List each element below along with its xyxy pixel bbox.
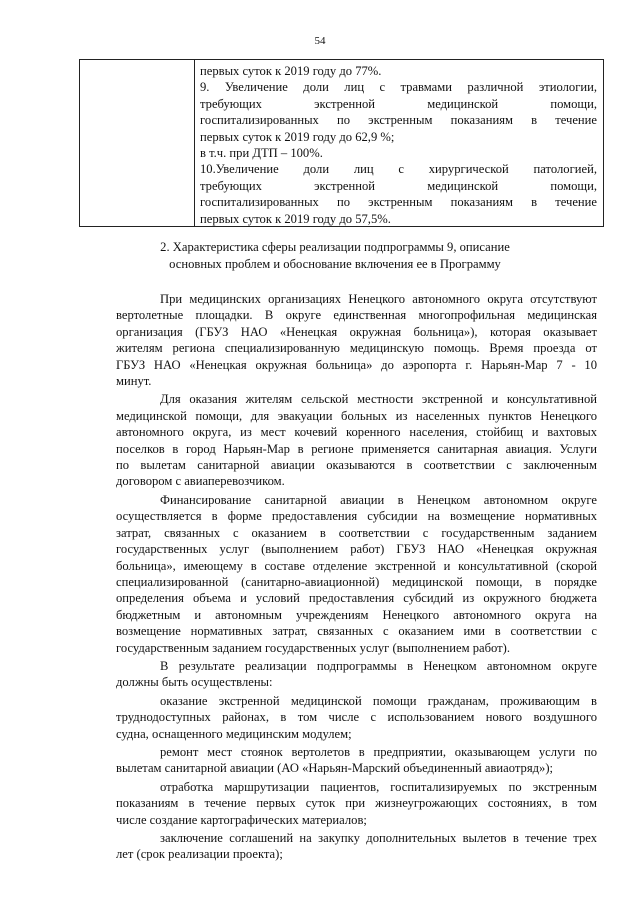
table-line: первых суток к 2019 году до 57,5%. <box>200 211 391 226</box>
paragraph-line: ГБУЗ НАО «Ненецкая окружная больница» до аэропорта г. Нарьян-Мар 7 - 10 <box>116 357 597 372</box>
paragraph-line: вертолетные площадки. В округе единственная многопрофильная медицинская <box>116 308 597 323</box>
paragraph-line: жителям региона специализированную медицинскую помощь. Время проезда от <box>116 341 597 356</box>
table-line: госпитализированных по экстренным показаниям в течение <box>200 195 597 210</box>
section-heading-line: 2. Характеристика сферы реализации подпрограммы 9, описание <box>160 240 510 254</box>
paragraph-line: государственных услуг (выполнением работ) ГБУЗ НАО «Ненецкая окружная <box>116 542 597 557</box>
paragraph <box>116 391 597 489</box>
paragraph-line: минут. <box>116 374 152 389</box>
table-line: госпитализированных по экстренным показаниям в течение <box>200 113 597 128</box>
paragraph-line: затрат, связанных с оказанием в соответствии с государственным заданием <box>116 525 597 540</box>
page-number: 54 <box>314 35 326 47</box>
paragraph-line: организация (ГБУЗ НАО «Ненецкая окружная больница»), которая оказывает <box>116 324 597 339</box>
paragraph-line: показаниям в течение первых суток при жизнеугрожающих состояниях, в том <box>116 796 597 811</box>
paragraph-line: В результате реализации подпрограммы в Ненецком автономном округе <box>160 658 597 673</box>
paragraph-line: автономного округа, из мест кочевий коренного населения, стойбищ и вахтовых <box>116 425 597 440</box>
table-line: 9. Увеличение доли лиц с травмами различной этиологии, <box>200 80 597 95</box>
paragraph-line: возмещение нормативных затрат, связанных с оказанием ими в соответствии с <box>116 624 597 639</box>
table-line: требующих экстренной медицинской помощи, <box>200 178 597 193</box>
table-line: 10.Увеличение доли лиц с хирургической патологией, <box>200 162 597 177</box>
table-line: требующих экстренной медицинской помощи, <box>200 96 597 111</box>
paragraph <box>116 744 597 777</box>
table-cell-indicators <box>200 63 597 227</box>
paragraph-line: больница», имеющему в составе отделение экстренной и консультативной (скорой <box>116 558 597 573</box>
paragraph-line: отработка маршрутизации пациентов, госпитализируемых по экстренным <box>160 779 597 794</box>
paragraph-line: ремонт мест стоянок вертолетов в предприятии, оказывающем услуги по <box>160 744 597 759</box>
paragraph-line: числе создание картографических материалов; <box>116 812 367 827</box>
paragraph-line: При медицинских организациях Ненецкого автономного округа отсутствуют <box>160 292 597 306</box>
paragraph-line: осуществляется в форме предоставления субсидии на возмещение нормативных <box>116 509 597 524</box>
paragraph-line: лет (срок реализации проекта); <box>116 847 283 862</box>
paragraph <box>116 658 597 691</box>
paragraph-line: заключение соглашений на закупку дополнительных вылетов в течение трех <box>160 831 597 845</box>
paragraph <box>116 779 597 828</box>
paragraph <box>116 693 597 742</box>
paragraph-line: по вылетам санитарной авиации оказываются в соответствии с заключенным <box>116 458 597 473</box>
paragraph-line: судна, оснащенного медицинским модулем; <box>116 726 352 741</box>
paragraph-line: специализированной (санитарно-авиационной) медицинской помощи, в порядке <box>116 574 597 589</box>
paragraph-line: оказание экстренной медицинской помощи гражданам, проживающим в <box>160 693 597 708</box>
paragraph-line: бюджетным и автономным учреждениям Ненецкого автономного округа на <box>116 607 597 622</box>
table-column-divider <box>194 60 195 226</box>
paragraph <box>116 492 597 656</box>
paragraph-line: Для оказания жителям сельской местности экстренной и консультативной <box>160 392 597 407</box>
targets-table <box>79 59 604 227</box>
table-line: первых суток к 2019 году до 77%. <box>200 64 382 78</box>
section-heading <box>100 239 570 273</box>
paragraph-line: договором с авиаперевозчиком. <box>116 474 285 489</box>
paragraph-line: вылетам санитарной авиации (АО «Нарьян-Марский объединенный авиаотряд»); <box>116 761 554 776</box>
table-line: в т.ч. при ДТП – 100%. <box>200 146 323 161</box>
paragraph-line: поселков в город Нарьян-Мар в регионе применяется санитарная авиация. Услуги <box>116 441 597 456</box>
paragraph <box>116 291 597 389</box>
paragraph-line: Финансирование санитарной авиации в Ненецком автономном округе <box>160 492 597 507</box>
paragraph-line: должны быть осуществлены: <box>116 675 273 690</box>
section-heading-line: основных проблем и обоснование включения ее в Программу <box>169 257 501 271</box>
paragraph <box>116 830 597 863</box>
body-text <box>116 291 597 865</box>
table-line: первых суток к 2019 году до 62,9 %; <box>200 129 395 144</box>
paragraph-line: труднодоступных районах, в том числе с использованием нового воздушного <box>116 710 597 725</box>
paragraph-line: определения объема и условий предоставления субсидий из окружного бюджета <box>116 591 597 606</box>
paragraph-line: государственным заданием государственных услуг (выполнением работ). <box>116 640 510 655</box>
paragraph-line: медицинской помощи, для эвакуации больных из населенных пунктов Ненецкого <box>116 408 597 423</box>
